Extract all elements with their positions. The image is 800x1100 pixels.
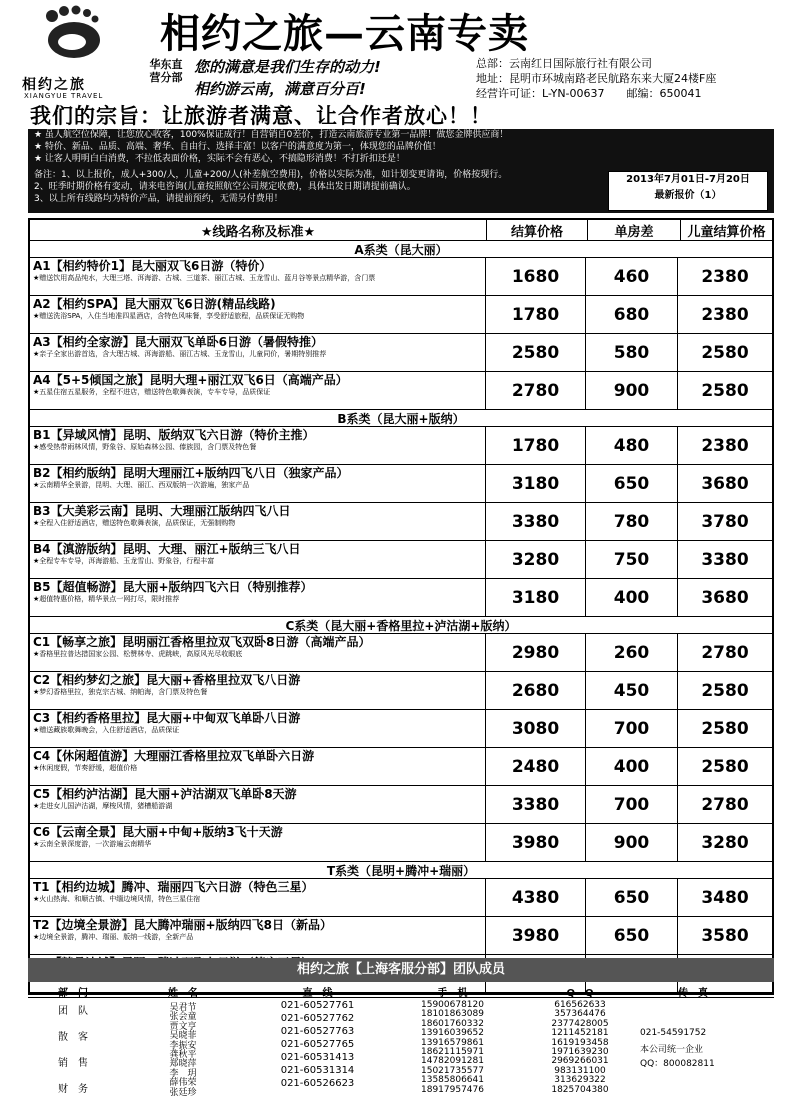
logo-text-cn: 相约之旅 — [22, 77, 86, 93]
child-price-cell: 3680 — [701, 473, 749, 494]
price-cell: 1780 — [486, 296, 586, 333]
team-cell-mobiles: 18621115971 — [421, 1047, 484, 1057]
team-cell-lines: 021-60527765 — [280, 1039, 355, 1050]
section-title: A系类（昆大丽） — [30, 241, 772, 258]
single-room-cell: 780 — [586, 503, 678, 540]
corp-license: 经营许可证：L-YN-00637 邮编：650041 — [476, 87, 702, 100]
price-cell: 2980 — [486, 634, 586, 671]
route-desc: ★五星住宿五星服务，全程不进店，赠送特色歌舞表演，专车专导，品质保证 — [33, 388, 271, 396]
child-price-cell: 2580 — [701, 756, 749, 777]
child-price-cell: 2380 — [701, 304, 749, 325]
footprint-logo-icon — [34, 4, 104, 60]
single-room-cell: 700 — [586, 786, 678, 823]
route-name: B1【异域风情】昆明、版纳双飞六日游（特价主推） — [33, 428, 315, 442]
route-cell — [30, 824, 486, 861]
team-cell-names: 贾文亨 — [169, 1021, 197, 1032]
route-name: C4【休闲超值游】大理丽江香格里拉双飞单卧六日游 — [33, 749, 315, 763]
team-cell-lines: 021-60527762 — [280, 1013, 355, 1024]
child-price-cell: 2380 — [701, 435, 749, 456]
team-cell-lines: 021-60527763 — [280, 1026, 355, 1037]
route-name: B4【滇游版纳】昆明、大理、丽江+版纳三飞八日 — [33, 542, 301, 556]
section-title: T系类（昆明+腾冲+瑞丽） — [30, 862, 772, 879]
route-name: A4【5+5倾国之旅】昆明大理+丽江双飞6日（高端产品） — [33, 373, 348, 387]
route-cell — [30, 634, 486, 671]
team-cell-fax: 021-54591752 — [640, 1028, 707, 1038]
col-route: ★线路名称及标准★ — [30, 220, 487, 240]
route-name: C2【相约梦幻之旅】昆大丽+香格里拉双飞八日游 — [33, 673, 301, 687]
table-row — [30, 917, 772, 955]
team-header-cell: 姓 名 — [168, 988, 198, 999]
route-desc: ★亲子全家出游首选，含大理古城、洱海游船、丽江古城、玉龙雪山，儿童同价，暑期特别推荐 — [33, 350, 327, 358]
route-desc: ★走进女儿国泸沽湖，摩梭风情，猪槽船游湖 — [33, 802, 173, 810]
child-price-cell: 3480 — [701, 887, 749, 908]
table-row — [30, 672, 772, 710]
price-cell: 1780 — [486, 427, 586, 464]
route-desc: ★云南精华全景游，昆明、大理、丽江、西双版纳一次游遍，独家产品 — [33, 481, 250, 489]
route-name: T2【边境全景游】昆大腾冲瑞丽+版纳四飞8日（新品） — [33, 918, 332, 932]
team-cell-qqs: 983131100 — [554, 1065, 606, 1076]
team-cell-mobiles: 13916039652 — [421, 1028, 484, 1039]
team-cell-qqs: 1825704380 — [551, 1084, 609, 1095]
route-cell — [30, 710, 486, 747]
team-cell-names: 龚秋平 — [169, 1050, 197, 1060]
single-room-cell: 650 — [586, 917, 678, 954]
route-cell — [30, 917, 486, 954]
price-cell: 4380 — [486, 879, 586, 916]
child-price-cell: 2580 — [701, 718, 749, 739]
latest-quote: 最新报价（1） — [654, 190, 722, 201]
team-cell-names: 吴晓菲 — [169, 1031, 197, 1042]
team-cell-qqs: 2969266031 — [551, 1056, 609, 1067]
price-cell: 2780 — [486, 372, 586, 409]
team-cell-departments: 销 售 — [58, 1058, 88, 1069]
route-name: B2【相约版纳】昆明大理丽江+版纳四飞八日（独家产品） — [33, 466, 349, 480]
table-row — [30, 748, 772, 786]
single-room-cell: 900 — [586, 372, 678, 409]
route-cell — [30, 879, 486, 916]
team-cell-qqs: 357364476 — [554, 1009, 606, 1020]
team-cell-fax: QQ：800082811 — [640, 1059, 715, 1069]
price-cell: 3180 — [486, 465, 586, 502]
price-cell: 3980 — [486, 824, 586, 861]
team-cell-lines: 021-60531413 — [280, 1052, 355, 1063]
price-cell: 3980 — [486, 917, 586, 954]
team-cell-mobiles: 18917957476 — [421, 1084, 484, 1095]
team-cell-names: 张廷珍 — [169, 1087, 197, 1098]
single-room-cell: 650 — [586, 465, 678, 502]
route-desc: ★赠送藏族歌舞晚会，入住舒适酒店，品质保证 — [33, 726, 180, 734]
price-cell: 2480 — [486, 748, 586, 785]
child-price-cell: 3380 — [701, 549, 749, 570]
team-header-cell: Q Q — [566, 988, 594, 999]
table-row — [30, 786, 772, 824]
team-cell-mobiles: 15021735577 — [421, 1065, 484, 1076]
single-room-cell: 680 — [586, 296, 678, 333]
date-box — [608, 171, 768, 211]
tenet-heading: 我们的宗旨：让旅游者满意、让合作者放心！！ — [30, 104, 492, 128]
logo — [14, 4, 132, 100]
team-cell-names: 郑晓萍 — [169, 1059, 197, 1070]
route-name: C5【相约泸沽湖】昆大丽+泸沽湖双飞单卧8天游 — [33, 787, 297, 801]
team-cell-qqs: 1211452181 — [551, 1028, 609, 1039]
price-cell: 2580 — [486, 334, 586, 371]
route-cell — [30, 296, 486, 333]
section-title: C系类（昆大丽+香格里拉+泸沽湖+版纳） — [30, 617, 772, 634]
table-row — [30, 372, 772, 410]
col-child: 儿童结算价格 — [687, 224, 766, 240]
team-cell-qqs: 313629322 — [554, 1075, 606, 1086]
route-desc: ★香格里拉普达措国家公园、松赞林寺、虎跳峡，高原风光尽收眼底 — [33, 650, 243, 658]
branch-label: 华东直营分部 — [149, 58, 183, 84]
team-cell-mobiles: 13585806641 — [421, 1075, 484, 1086]
table-row — [30, 334, 772, 372]
route-desc: ★火山热海、和顺古镇、中缅边境风情，特色三星住宿 — [33, 895, 201, 903]
child-price-cell: 2780 — [701, 642, 749, 663]
team-header — [28, 984, 774, 998]
single-room-cell: 700 — [586, 710, 678, 747]
route-desc: ★感受热带雨林风情，野象谷、原始森林公园、傣族园，含门票及特色餐 — [33, 443, 257, 451]
route-desc: ★全程入住舒适酒店，赠送特色歌舞表演，品质保证，无强制购物 — [33, 519, 236, 527]
team-cell-lines: 021-60526623 — [280, 1078, 355, 1089]
notice-panel — [28, 129, 774, 213]
route-cell — [30, 748, 486, 785]
route-name: C1【畅享之旅】昆明丽江香格里拉双飞双卧8日游（高端产品） — [33, 635, 371, 649]
team-cell-departments: 散 客 — [58, 1032, 88, 1043]
single-room-cell: 650 — [586, 879, 678, 916]
team-cell-mobiles: 14782091281 — [421, 1056, 484, 1067]
route-cell — [30, 334, 486, 371]
route-desc: ★超值特惠价格，精华景点一网打尽，限时推荐 — [33, 595, 180, 603]
team-cell-qqs: 2377428005 — [551, 1018, 609, 1029]
child-price-cell: 3680 — [701, 587, 749, 608]
route-name: A1【相约特价1】昆大丽双飞6日游（特价） — [33, 259, 272, 273]
single-room-cell: 480 — [586, 427, 678, 464]
date-range: 2013年7月01日-7月20日 — [626, 174, 750, 185]
team-cell-fax: 本公司统一企业 — [640, 1045, 704, 1055]
team-title: 相约之旅【上海客服分部】团队成员 — [28, 958, 774, 982]
price-cell: 3380 — [486, 786, 586, 823]
child-price-cell: 2380 — [701, 266, 749, 287]
route-name: A2【相约SPA】昆大丽双飞6日游(精品线路) — [33, 297, 276, 311]
route-cell — [30, 427, 486, 464]
child-price-cell: 3780 — [701, 511, 749, 532]
price-cell: 1680 — [486, 258, 586, 295]
table-row — [30, 541, 772, 579]
team-cell-names: 张会童 — [169, 1012, 197, 1023]
single-room-cell: 750 — [586, 541, 678, 578]
child-price-cell: 2580 — [701, 342, 749, 363]
route-cell — [30, 503, 486, 540]
route-desc: ★全程专车专导，洱海游船、玉龙雪山、野象谷，行程丰富 — [33, 557, 215, 565]
route-cell — [30, 372, 486, 409]
single-room-cell: 400 — [586, 579, 678, 616]
child-price-cell: 2780 — [701, 794, 749, 815]
table-body — [30, 241, 772, 993]
team-cell-lines: 021-60531314 — [280, 1065, 355, 1076]
team-cell-qqs: 1619193458 — [551, 1037, 609, 1048]
team-header-cell: 直 线 — [302, 988, 333, 999]
table-row — [30, 634, 772, 672]
table-header — [30, 220, 772, 241]
team-cell-lines: 021-60527761 — [280, 1000, 355, 1011]
single-room-cell: 900 — [586, 824, 678, 861]
slogan-2: 相约游云南，满意百分百! — [194, 80, 366, 98]
notice-remark: 3、以上所有线路均为特价产品，请提前预约，无需另付费用！ — [34, 194, 283, 204]
route-cell — [30, 258, 486, 295]
notice-bullet: ★ 虽人航空位保障，让您放心收客，100%保证成行！自营销自0差价，打造云南旅游专业第一品牌！做您金牌供应商！ — [34, 130, 509, 140]
team-cell-departments: 财 务 — [58, 1084, 88, 1095]
route-table — [28, 218, 774, 995]
section-title: B系类（昆大丽+版纳） — [30, 410, 772, 427]
route-cell — [30, 672, 486, 709]
child-price-cell: 3280 — [701, 832, 749, 853]
price-cell: 3080 — [486, 710, 586, 747]
team-table — [28, 984, 774, 1096]
logo-text-en: XIANGYUE TRAVEL — [24, 92, 104, 100]
route-desc: ★赠送洗浴SPA，入住当地准四星酒店，含特色风味餐，享受舒适旅程，品质保证无购物 — [33, 312, 305, 320]
table-row — [30, 879, 772, 917]
single-room-cell: 580 — [586, 334, 678, 371]
price-cell: 3280 — [486, 541, 586, 578]
team-cell-names: 李振安 — [169, 1040, 197, 1051]
route-name: A3【相约全家游】昆大丽双飞单卧6日游（暑假特推） — [33, 335, 323, 349]
route-desc: ★边境全景游，腾冲、瑞丽、版纳一线游，全新产品 — [33, 933, 194, 941]
route-desc: ★云南全景深度游，一次游遍云南精华 — [33, 840, 152, 848]
header — [0, 0, 800, 100]
single-room-cell: 450 — [586, 672, 678, 709]
child-price-cell: 2580 — [701, 380, 749, 401]
price-cell: 3180 — [486, 579, 586, 616]
route-desc: ★梦幻香格里拉，独克宗古城、纳帕海，含门票及特色餐 — [33, 688, 208, 696]
price-cell: 2680 — [486, 672, 586, 709]
col-single: 单房差 — [588, 220, 681, 240]
notice-bullet: ★ 让客人明明白白消费，不拉低表面价格，实际不会有恶心，不搞隐形消费！不打折扣还是！ — [34, 154, 405, 164]
team-cell-mobiles: 18101863089 — [421, 1009, 484, 1020]
child-price-cell: 3580 — [701, 925, 749, 946]
team-cell-names: 吴君节 — [169, 1003, 197, 1013]
route-name: T1【相约边城】腾冲、瑞丽四飞六日游（特色三星） — [33, 880, 314, 894]
col-price: 结算价格 — [487, 220, 588, 240]
table-row — [30, 710, 772, 748]
route-name: B5【超值畅游】昆大丽+版纳四飞六日（特别推荐） — [33, 580, 313, 594]
team-cell-mobiles: 15900678120 — [421, 1000, 484, 1010]
slogan-1: 您的满意是我们生存的动力! — [194, 58, 381, 76]
table-row — [30, 258, 772, 296]
price-cell: 3380 — [486, 503, 586, 540]
route-desc: ★休闲度假，节奏舒缓，超值价格 — [33, 764, 138, 772]
single-room-cell: 260 — [586, 634, 678, 671]
child-price-cell: 2580 — [701, 680, 749, 701]
team-cell-mobiles: 13916579861 — [421, 1037, 484, 1048]
route-cell — [30, 541, 486, 578]
table-row — [30, 296, 772, 334]
team-cell-qqs: 616562633 — [554, 1000, 606, 1010]
team-cell-departments: 团 队 — [58, 1006, 88, 1017]
single-room-cell: 400 — [586, 748, 678, 785]
route-cell — [30, 579, 486, 616]
team-cell-names: 薛伟荣 — [169, 1078, 197, 1089]
corp-address: 地址：昆明市环城南路老民航路东来大厦24楼F座 — [476, 72, 717, 85]
table-row — [30, 427, 772, 465]
corp-info — [476, 56, 716, 101]
team-cell-qqs: 1971639230 — [551, 1047, 609, 1057]
team-cell-mobiles: 18601760332 — [421, 1018, 484, 1029]
notice-remark: 备注：1、以上报价，成人+300/人，儿童+200/人(补差航空费用)，价格以实际为准，如计划变更请询，价格按现行。 — [34, 170, 508, 180]
route-name: C6【云南全景】昆大丽+中甸+版纳3飞十天游 — [33, 825, 283, 839]
table-row — [30, 503, 772, 541]
table-row — [30, 465, 772, 503]
route-cell — [30, 786, 486, 823]
team-header-cell: 传 真 — [678, 988, 708, 999]
table-row — [30, 579, 772, 617]
corp-name: 总部：云南红日国际旅行社有限公司 — [476, 57, 652, 70]
route-desc: ★赠送饮用高品纯水，大理三塔、洱海游、古城、三道茶、丽江古城、玉龙雪山、蓝月谷等景点精华游，含门票 — [33, 274, 376, 282]
route-cell — [30, 465, 486, 502]
notice-remark: 2、旺季时期价格有变动，请来电咨询(儿童按照航空公司规定收费)，具体出发日期请提前确认。 — [34, 182, 416, 192]
team-header-cell: 手 机 — [437, 988, 468, 999]
single-room-cell: 460 — [586, 258, 678, 295]
route-name: C3【相约香格里拉】昆大丽+中甸双飞单卧八日游 — [33, 711, 301, 725]
team-header-cell: 部 门 — [58, 988, 88, 999]
team-cell-names: 李 玥 — [169, 1068, 197, 1079]
notice-bullet: ★ 特价、新品、品质、高端、奢华、自由行、选择丰富！以客户的满意度为第一，体现您的品牌价值！ — [34, 142, 441, 152]
table-row — [30, 824, 772, 862]
route-name: B3【大美彩云南】昆明、大理丽江版纳四飞八日 — [33, 504, 291, 518]
page-title: 相约之旅—云南专卖 — [160, 10, 529, 57]
